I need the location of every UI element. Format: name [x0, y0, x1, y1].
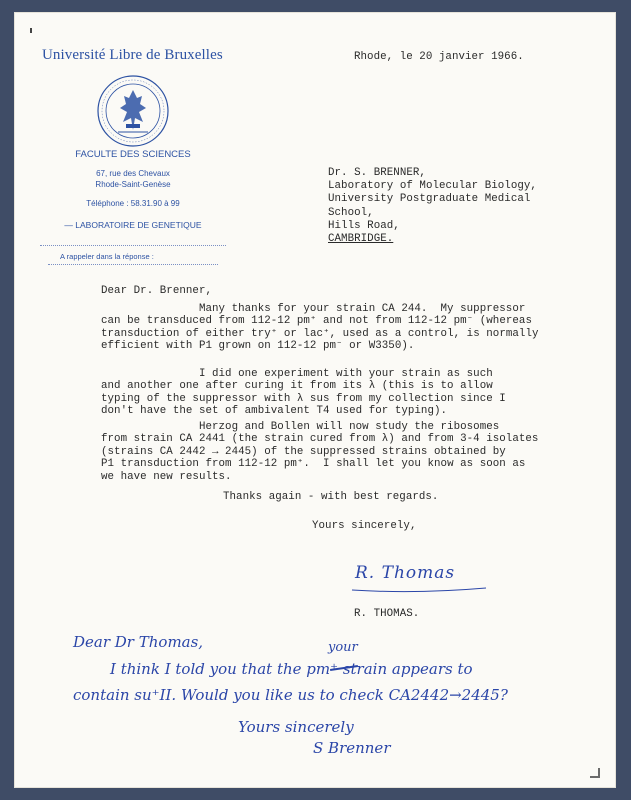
paragraph-line: Many thanks for your strain CA 244. My suppressor [101, 303, 526, 315]
letterhead-divider [40, 245, 226, 246]
salutation: Dear Dr. Brenner, [101, 285, 212, 297]
university-seal-icon [96, 74, 170, 148]
reference-line [48, 264, 218, 265]
paragraph-line: Herzog and Bollen will now study the ribosomes [101, 421, 500, 433]
paragraph-line: from strain CA 2441 (the strain cured from λ) and from 3-4 isolates [101, 433, 539, 446]
faculty-phone: Téléphone : 58.31.90 à 99 [86, 199, 180, 208]
paragraph-line: P1 transduction from 112-12 pm⁺. I shall let you know as soon as [101, 458, 526, 471]
university-name: Université Libre de Bruxelles [42, 47, 223, 63]
paragraph-2 [101, 368, 506, 418]
paragraph-line: and another one after curing it from its λ (this is to allow [101, 380, 493, 393]
closing-thanks: Thanks again - with best regards. [223, 491, 439, 503]
paragraph-line: I did one experiment with your strain as such [101, 368, 493, 380]
paragraph-line: efficient with P1 grown on 112-12 pm⁻ or W3350). [101, 340, 415, 353]
paragraph-line: transduction of either try⁺ or lac⁺, used as a control, is normally [101, 327, 539, 340]
reference-label: A rappeler dans la réponse : [60, 252, 154, 261]
paragraph-3 [101, 421, 538, 483]
faculty-address-street: 67, rue des Chevaux [96, 169, 170, 178]
handwritten-insert: your [328, 640, 358, 655]
paragraph-1 [101, 303, 539, 353]
corner-mark-bottom [590, 768, 600, 778]
laboratory-name: — LABORATOIRE DE GENETIQUE [64, 220, 202, 230]
handwritten-line: contain su⁺II. Would you like us to check CA2442→2445? [73, 686, 508, 704]
corner-mark [30, 28, 32, 33]
handwritten-closing: Yours sincerely [238, 718, 354, 736]
recipient-line: Dr. S. BRENNER, [328, 167, 426, 179]
closing-yours: Yours sincerely, [312, 520, 417, 532]
signature-brenner: S Brenner [313, 739, 391, 757]
paragraph-line: don't have the set of ambivalent T4 used for typing). [101, 405, 448, 418]
typed-name: R. THOMAS. [354, 608, 420, 620]
recipient-address [328, 167, 537, 246]
recipient-line: Hills Road, [328, 219, 400, 232]
signature-thomas: R. Thomas [355, 563, 456, 583]
signature-underline-icon [346, 560, 496, 596]
recipient-line: Laboratory of Molecular Biology, [328, 180, 537, 193]
paragraph-line: can be transduced from 112-12 pm⁺ and not from 112-12 pm⁻ (whereas [101, 315, 532, 328]
faculty-address-town: Rhode-Saint-Genèse [95, 180, 171, 189]
letter-date: Rhode, le 20 janvier 1966. [354, 51, 524, 63]
recipient-line: School, [328, 206, 374, 219]
faculty-name: FACULTE DES SCIENCES [75, 149, 191, 160]
paragraph-line: we have new results. [101, 470, 232, 483]
recipient-city: CAMBRIDGE. [328, 233, 394, 246]
paragraph-line: typing of the suppressor with λ sus from my collection since I [101, 392, 506, 405]
handwritten-greeting: Dear Dr Thomas, [73, 633, 204, 651]
paragraph-line: (strains CA 2442 → 2445) of the suppressed strains obtained by [101, 445, 506, 458]
handwritten-line: I think I told you that the pm⁺ strain appears to [110, 660, 473, 678]
recipient-line: University Postgraduate Medical [328, 193, 531, 206]
